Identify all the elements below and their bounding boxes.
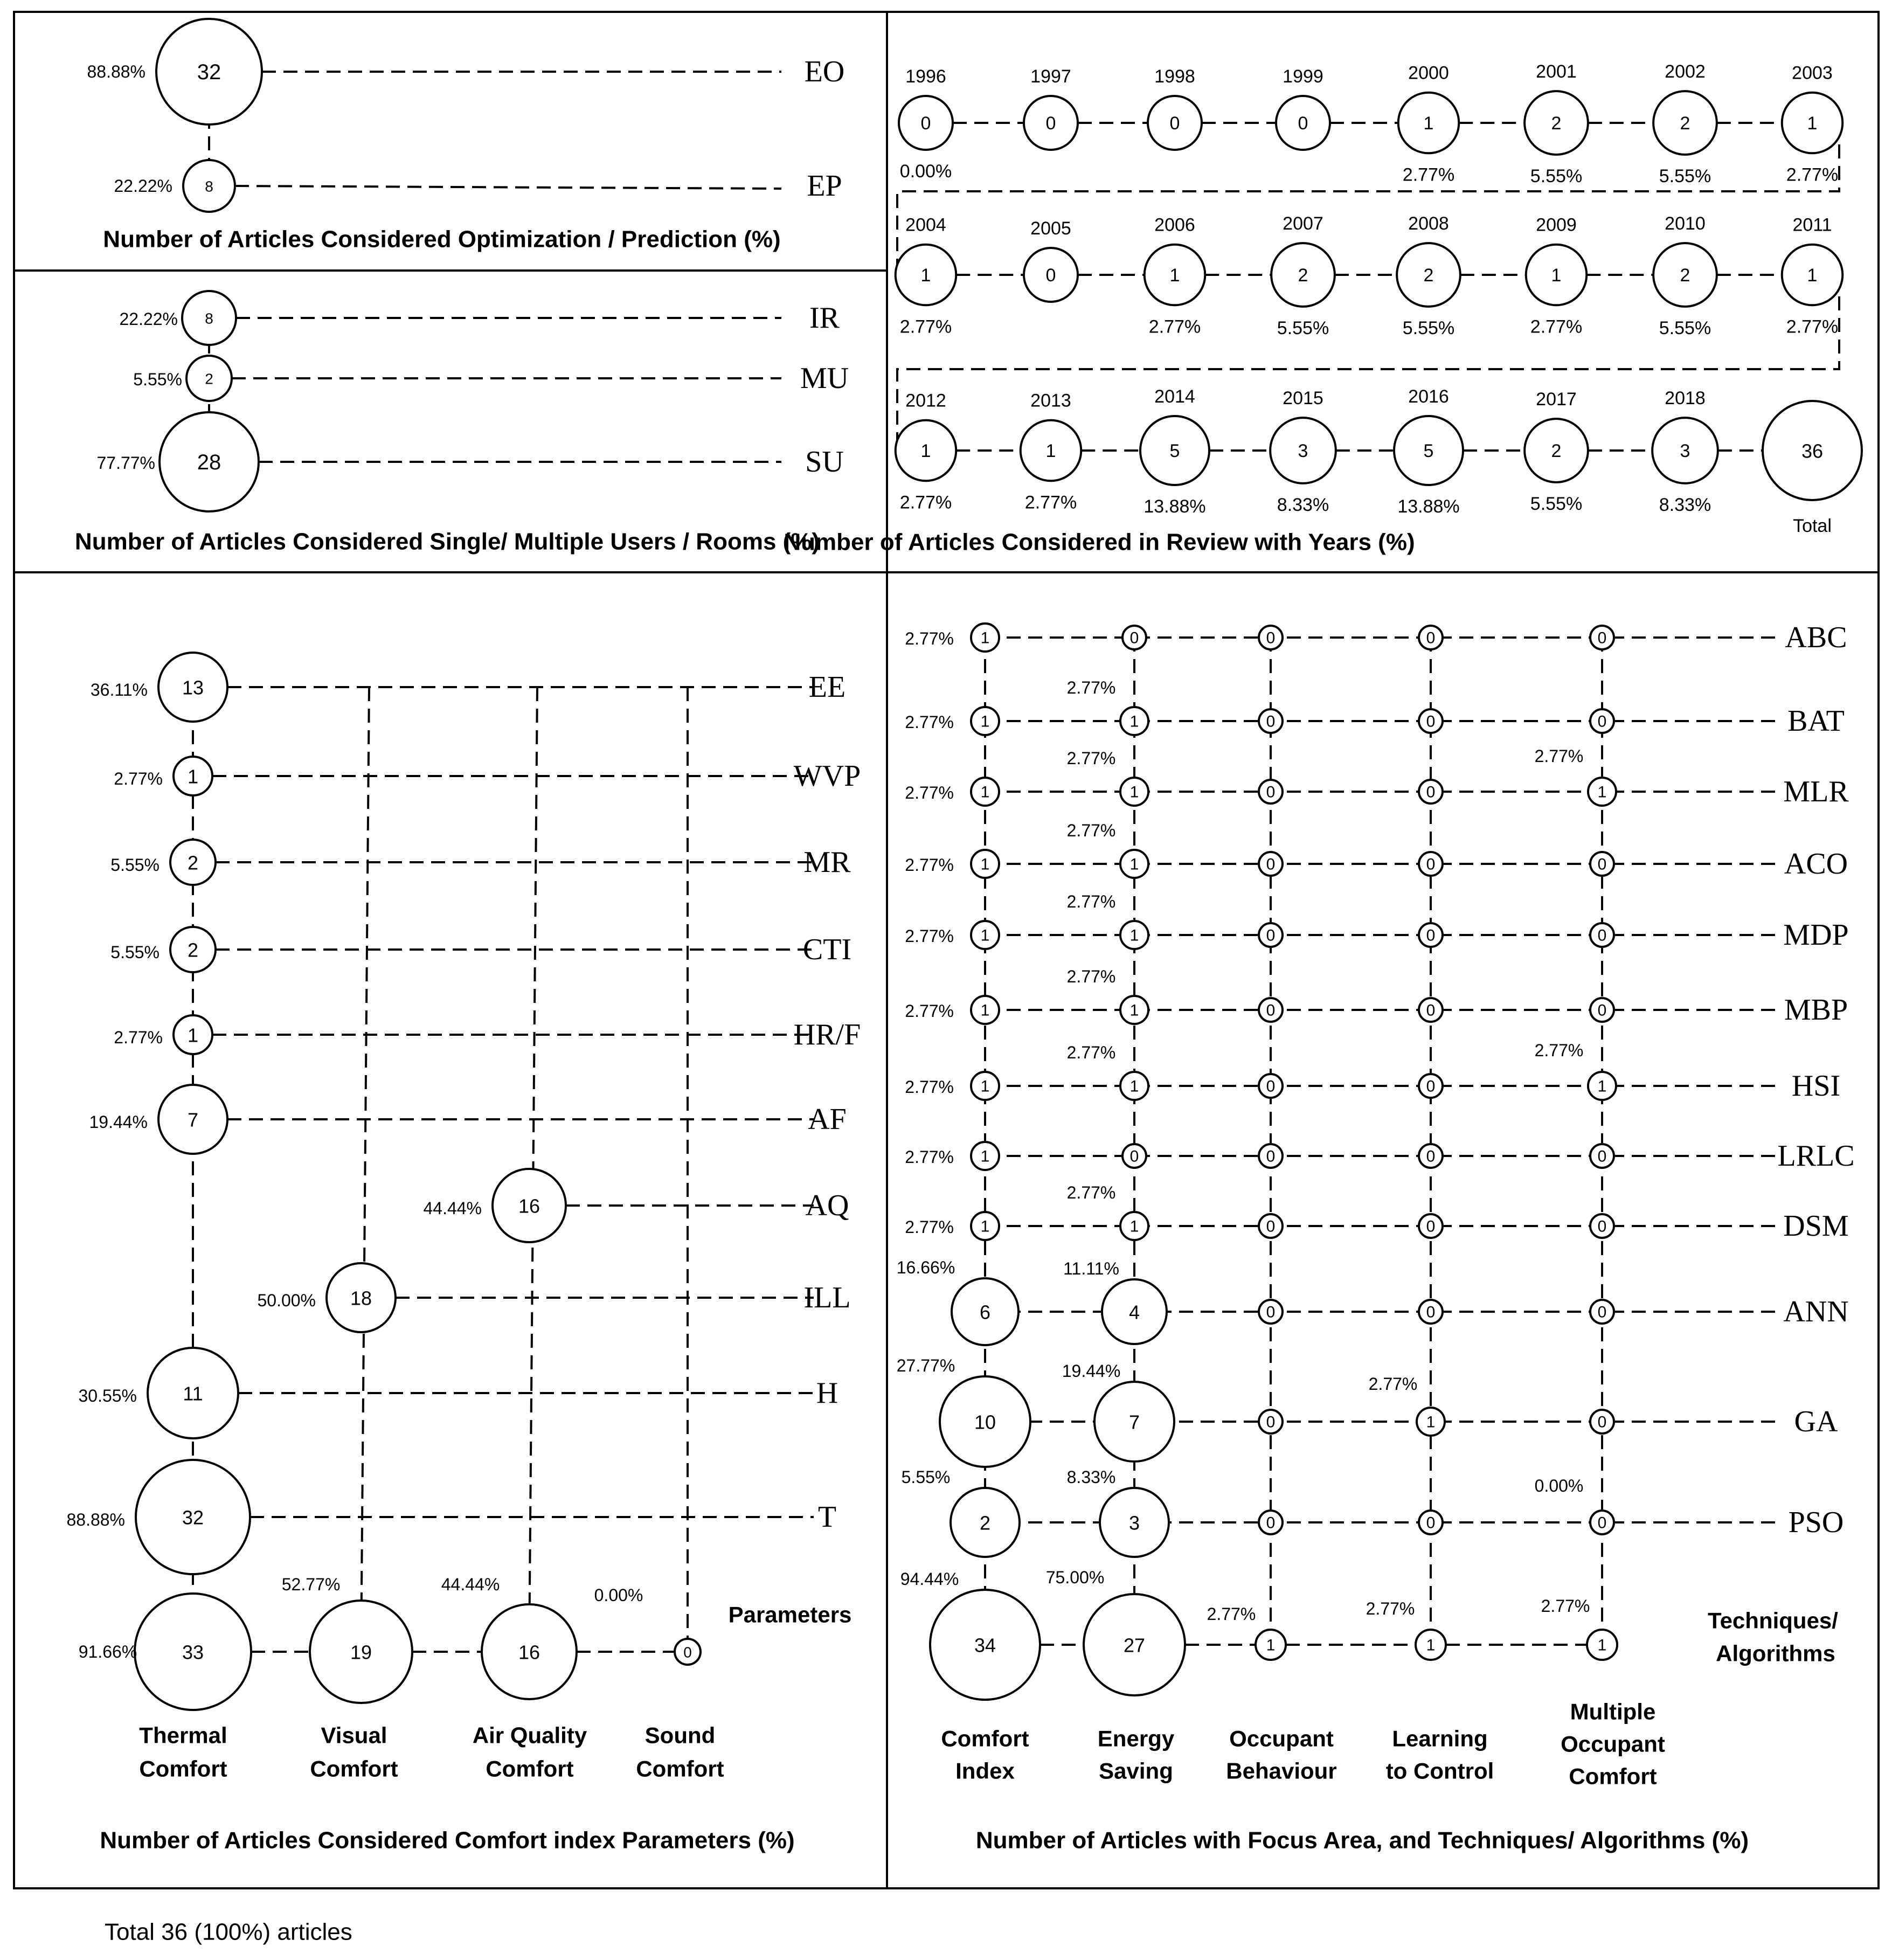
year-node-2003-count: 1 — [1807, 113, 1818, 134]
technique-node-lrlc-col1-count: 0 — [1129, 1147, 1139, 1166]
technique-pct-ci-lrlc: 2.77% — [905, 1147, 954, 1167]
comfort-node-visual-count: 19 — [350, 1641, 372, 1664]
param-code-mr: MR — [803, 846, 851, 879]
node-eo-count: 32 — [197, 60, 221, 84]
comfort-label2-sound: Comfort — [636, 1756, 724, 1782]
technique-node-abc-col1-count: 0 — [1129, 629, 1139, 647]
technique-node-ga-col4-count: 0 — [1597, 1413, 1607, 1431]
comfort-label2-thermal: Comfort — [139, 1756, 227, 1782]
panel-title-comfort: Number of Articles Considered Comfort index Parameters (%) — [100, 1827, 795, 1854]
technique-node-pso-col4-count: 0 — [1597, 1514, 1607, 1532]
year-label-2016: 2016 — [1408, 386, 1449, 407]
comfort-node-sound-count: 0 — [683, 1644, 692, 1661]
year-label-2004: 2004 — [905, 214, 946, 236]
year-label-2000: 2000 — [1408, 63, 1449, 84]
node-ir-count: 8 — [205, 310, 213, 327]
comfort-pct-sound: 0.00% — [594, 1585, 643, 1605]
technique-code-mlr: MLR — [1783, 775, 1849, 808]
technique-pct-ci-abc: 2.77% — [905, 629, 954, 648]
technique-code-pso: PSO — [1788, 1506, 1844, 1539]
technique-node-bat-col0-count: 1 — [980, 712, 990, 731]
technique-node-abc-col0-count: 1 — [980, 629, 990, 647]
technique-node-lrlc-col2-count: 0 — [1266, 1147, 1276, 1166]
panel-title-years: Number of Articles Considered in Review with Years (%) — [784, 529, 1415, 556]
technique-pct-es-aco: 2.77% — [1066, 821, 1116, 840]
param-node-t-count: 32 — [182, 1506, 204, 1529]
node-ep-count: 8 — [205, 178, 213, 195]
technique-code-dsm: DSM — [1783, 1209, 1849, 1243]
year-label-2017: 2017 — [1536, 389, 1577, 410]
technique-pct-es-mbp: 2.77% — [1066, 967, 1116, 986]
year-label-2008: 2008 — [1408, 213, 1449, 234]
technique-pct-ci-pso: 5.55% — [901, 1467, 951, 1487]
focus-pct-col4: 2.77% — [1541, 1596, 1590, 1616]
node-su-count: 28 — [197, 451, 221, 474]
technique-node-ga-col0-count: 10 — [974, 1411, 996, 1433]
param-node-aq-count: 16 — [518, 1195, 540, 1217]
year-pct-2006: 2.77% — [1148, 316, 1201, 337]
technique-node-mdp-col4-count: 0 — [1597, 926, 1607, 945]
year-label-2007: 2007 — [1283, 213, 1323, 234]
year-node-2012-count: 1 — [920, 441, 931, 461]
technique-pct-ci-bat: 2.77% — [905, 712, 954, 732]
focus-node-col2-count: 1 — [1266, 1636, 1276, 1654]
technique-pct-ci-hsi: 2.77% — [905, 1077, 954, 1097]
technique-node-ga-col3-count: 1 — [1426, 1413, 1436, 1431]
focus-node-col1-count: 27 — [1123, 1634, 1146, 1657]
focus-label-col2-0: Occupant — [1229, 1726, 1334, 1751]
year-node-2001-count: 2 — [1551, 113, 1562, 134]
year-node-2018-count: 3 — [1680, 441, 1690, 461]
technique-code-ga: GA — [1794, 1405, 1838, 1438]
comfort-node-thermal-count: 33 — [182, 1641, 204, 1664]
year-node-1998-count: 0 — [1169, 113, 1180, 134]
focus-label-col3-1: to Control — [1385, 1758, 1494, 1784]
pct-eo: 88.88% — [87, 62, 145, 81]
technique-node-hsi-col0-count: 1 — [980, 1077, 990, 1096]
focus-label-col0-0: Comfort — [941, 1726, 1029, 1751]
panel-title-optimization: Number of Articles Considered Optimization / Prediction (%) — [103, 226, 781, 253]
technique-node-mlr-col4-count: 1 — [1597, 783, 1607, 801]
comfort-node-air-quality-count: 16 — [518, 1641, 540, 1664]
year-node-2011-count: 1 — [1807, 265, 1818, 286]
technique-node-mlr-col0-count: 1 — [980, 783, 990, 801]
technique-node-bat-col4-count: 0 — [1597, 712, 1607, 731]
year-label-2013: 2013 — [1030, 390, 1071, 411]
technique-node-lrlc-col0-count: 1 — [980, 1147, 990, 1166]
year-node-2016-count: 5 — [1423, 441, 1434, 461]
year-node-2009-count: 1 — [1551, 265, 1562, 286]
year-total-label: Total — [1793, 516, 1832, 536]
technique-pct-ci-ga: 27.77% — [896, 1356, 955, 1375]
focus-label-col2-1: Behaviour — [1226, 1758, 1337, 1784]
technique-node-pso-col3-count: 0 — [1426, 1514, 1436, 1532]
technique-pct-ci-mlr: 2.77% — [905, 783, 954, 802]
technique-node-dsm-col3-count: 0 — [1426, 1217, 1436, 1236]
focus-label-col0-1: Index — [955, 1758, 1015, 1784]
technique-node-abc-col3-count: 0 — [1426, 629, 1436, 647]
year-pct-2009: 2.77% — [1530, 316, 1583, 337]
technique-node-ann-col0-count: 6 — [979, 1301, 991, 1324]
year-label-2001: 2001 — [1536, 61, 1577, 82]
panel-frame-techniques — [887, 572, 1879, 1888]
focus-label-col4-2: Comfort — [1569, 1763, 1657, 1789]
param-code-hr-f: HR/F — [793, 1018, 861, 1051]
param-node-ill-count: 18 — [350, 1287, 372, 1310]
technique-node-mdp-col0-count: 1 — [980, 926, 990, 945]
technique-node-hsi-col4-count: 1 — [1597, 1077, 1607, 1096]
year-label-2005: 2005 — [1030, 218, 1071, 239]
technique-node-mlr-col1-count: 1 — [1129, 783, 1139, 801]
technique-node-aco-col0-count: 1 — [980, 855, 990, 874]
param-pct-t: 88.88% — [66, 1510, 125, 1529]
year-label-1998: 1998 — [1154, 66, 1195, 87]
row-line-ep — [235, 186, 781, 189]
technique-code-ann: ANN — [1783, 1295, 1849, 1328]
year-node-2010-count: 2 — [1680, 265, 1690, 286]
technique-node-mbp-col3-count: 0 — [1426, 1001, 1436, 1020]
year-pct-2014: 13.88% — [1143, 496, 1206, 517]
focus-node-col4-count: 1 — [1597, 1636, 1607, 1654]
param-pct-wvp: 2.77% — [114, 769, 163, 788]
footer-total: Total 36 (100%) articles — [105, 1919, 352, 1945]
technique-pct-es-mlr: 2.77% — [1066, 749, 1116, 768]
param-node-mr-count: 2 — [187, 851, 199, 874]
year-label-2009: 2009 — [1536, 214, 1577, 236]
technique-pct-es-ga: 19.44% — [1062, 1361, 1121, 1381]
year-pct-2004: 2.77% — [899, 316, 952, 337]
year-pct-2015: 8.33% — [1277, 494, 1329, 515]
year-node-2017-count: 2 — [1551, 441, 1562, 461]
year-node-total-count: 36 — [1801, 440, 1824, 462]
technique-code-aco: ACO — [1784, 847, 1848, 881]
comfort-corner-label: Parameters — [728, 1602, 852, 1627]
technique-pct-es-ann: 11.11% — [1063, 1259, 1119, 1278]
param-node-cti-count: 2 — [187, 939, 199, 961]
technique-node-lrlc-col4-count: 0 — [1597, 1147, 1607, 1166]
technique-node-mlr-col2-count: 0 — [1266, 783, 1276, 801]
technique-code-mdp: MDP — [1783, 918, 1849, 952]
year-pct-2011: 2.77% — [1786, 316, 1839, 337]
technique-node-bat-col2-count: 0 — [1266, 712, 1276, 731]
technique-pct-ci-ann: 16.66% — [896, 1258, 955, 1277]
technique-pct-ci-dsm: 2.77% — [905, 1217, 954, 1237]
year-label-2010: 2010 — [1665, 213, 1706, 234]
technique-node-aco-col4-count: 0 — [1597, 855, 1607, 874]
technique-code-mbp: MBP — [1784, 993, 1848, 1027]
technique-node-mbp-col2-count: 0 — [1266, 1001, 1276, 1020]
focus-label-col1-0: Energy — [1097, 1726, 1175, 1751]
panel-title-users: Number of Articles Considered Single/ Multiple Users / Rooms (%) — [74, 528, 820, 555]
year-pct-2007: 5.55% — [1277, 317, 1329, 338]
comfort-pct-thermal: 91.66% — [78, 1642, 137, 1661]
technique-node-mdp-col3-count: 0 — [1426, 926, 1436, 945]
year-label-2003: 2003 — [1792, 63, 1833, 84]
year-node-2008-count: 2 — [1423, 265, 1434, 286]
year-node-2013-count: 1 — [1045, 441, 1056, 461]
technique-node-bat-col3-count: 0 — [1426, 712, 1436, 731]
technique-node-bat-col1-count: 1 — [1129, 712, 1139, 731]
technique-node-mbp-col1-count: 1 — [1129, 1001, 1139, 1020]
comfort-label2-visual: Comfort — [310, 1756, 398, 1782]
technique-corner-label: Techniques/ — [1708, 1608, 1838, 1633]
technique-node-mdp-col2-count: 0 — [1266, 926, 1276, 945]
code-ir: IR — [809, 301, 840, 335]
comfort-label-visual: Visual — [321, 1722, 387, 1748]
param-pct-hr-f: 2.77% — [114, 1028, 163, 1047]
year-pct-2016: 13.88% — [1397, 496, 1460, 517]
focus-pct-col3: 2.77% — [1366, 1599, 1415, 1618]
pct-ep: 22.22% — [114, 176, 172, 196]
param-code-ill: ILL — [803, 1281, 851, 1314]
param-pct-cti: 5.55% — [110, 943, 160, 962]
technique-pct-ci-mbp: 2.77% — [905, 1001, 954, 1021]
code-ep: EP — [807, 169, 842, 203]
pct-su: 77.77% — [96, 453, 155, 473]
param-node-af-count: 7 — [187, 1109, 199, 1131]
panel-title-techniques: Number of Articles with Focus Area, and Techniques/ Algorithms (%) — [975, 1827, 1749, 1854]
comfort-pct-visual: 52.77% — [281, 1575, 341, 1594]
year-pct-2008: 5.55% — [1402, 317, 1455, 338]
technique-node-ann-col1-count: 4 — [1128, 1301, 1140, 1324]
year-pct-2013: 2.77% — [1024, 492, 1077, 513]
pct-mu: 5.55% — [133, 370, 182, 389]
param-code-aq: AQ — [805, 1189, 849, 1222]
year-pct-1996: 0.00% — [899, 161, 952, 182]
year-pct-2001: 5.55% — [1530, 165, 1583, 186]
technique-node-aco-col1-count: 1 — [1129, 855, 1139, 874]
param-pct-ee: 36.11% — [90, 680, 148, 699]
technique-pct-mo-pso: 0.00% — [1534, 1476, 1584, 1495]
year-label-1996: 1996 — [905, 66, 946, 87]
comfort-label-sound: Sound — [644, 1722, 716, 1748]
year-node-2002-count: 2 — [1680, 113, 1690, 134]
param-code-cti: CTI — [802, 933, 852, 966]
param-node-wvp-count: 1 — [187, 765, 199, 788]
year-pct-2010: 5.55% — [1659, 317, 1711, 338]
year-node-2014-count: 5 — [1169, 441, 1180, 461]
technique-pct-es-bat: 2.77% — [1066, 678, 1116, 697]
technique-node-mdp-col1-count: 1 — [1129, 926, 1139, 945]
comfort-label-air-quality: Air Quality — [472, 1722, 587, 1748]
year-node-2004-count: 1 — [920, 265, 931, 286]
param-pct-mr: 5.55% — [110, 855, 160, 875]
year-label-2011: 2011 — [1792, 214, 1832, 236]
year-node-2015-count: 3 — [1298, 441, 1308, 461]
technique-node-ann-col3-count: 0 — [1426, 1303, 1436, 1321]
focus-pct-col1: 75.00% — [1045, 1568, 1105, 1587]
year-label-2012: 2012 — [905, 390, 946, 411]
technique-node-dsm-col0-count: 1 — [980, 1217, 990, 1236]
technique-pct-mo-hsi: 2.77% — [1534, 1041, 1584, 1060]
focus-label-col1-1: Saving — [1099, 1758, 1173, 1784]
focus-label-col3-0: Learning — [1392, 1726, 1488, 1751]
param-node-hr-f-count: 1 — [187, 1024, 199, 1047]
technique-node-pso-col2-count: 0 — [1266, 1514, 1276, 1532]
technique-pct-es-dsm: 2.77% — [1066, 1183, 1116, 1202]
year-label-2006: 2006 — [1154, 214, 1195, 236]
comfort-label-thermal: Thermal — [139, 1722, 227, 1748]
technique-node-hsi-col1-count: 1 — [1129, 1077, 1139, 1096]
year-node-2005-count: 0 — [1045, 265, 1056, 286]
technique-pct-ci-mdp: 2.77% — [905, 926, 954, 946]
technique-code-lrlc: LRLC — [1777, 1139, 1855, 1173]
year-pct-2002: 5.55% — [1659, 165, 1711, 186]
technique-node-dsm-col2-count: 0 — [1266, 1217, 1276, 1236]
comfort-pct-air-quality: 44.44% — [441, 1575, 500, 1594]
technique-node-ann-col4-count: 0 — [1597, 1303, 1607, 1321]
technique-code-bat: BAT — [1787, 704, 1845, 738]
param-code-ee: EE — [808, 670, 846, 704]
focus-pct-col2: 2.77% — [1207, 1604, 1256, 1624]
year-label-2015: 2015 — [1283, 388, 1323, 409]
param-node-ee-count: 13 — [182, 676, 204, 699]
technique-code-hsi: HSI — [1791, 1069, 1841, 1103]
technique-node-aco-col3-count: 0 — [1426, 855, 1436, 874]
technique-node-pso-col0-count: 2 — [979, 1512, 991, 1534]
technique-pct-es-mdp: 2.77% — [1066, 892, 1116, 911]
year-label-2018: 2018 — [1665, 388, 1706, 409]
param-pct-h: 30.55% — [78, 1386, 137, 1405]
technique-node-mbp-col4-count: 0 — [1597, 1001, 1607, 1020]
technique-node-ga-col1-count: 7 — [1128, 1411, 1140, 1433]
technique-pct-es-pso: 8.33% — [1066, 1467, 1116, 1487]
param-code-t: T — [817, 1500, 837, 1534]
year-node-1997-count: 0 — [1045, 113, 1056, 134]
technique-node-abc-col2-count: 0 — [1266, 629, 1276, 647]
year-label-2002: 2002 — [1665, 61, 1706, 82]
param-code-af: AF — [808, 1103, 847, 1136]
technique-pct-ci-aco: 2.77% — [905, 855, 954, 875]
focus-label-col4-0: Multiple — [1570, 1699, 1656, 1724]
technique-corner-label2: Algorithms — [1716, 1640, 1835, 1666]
technique-node-aco-col2-count: 0 — [1266, 855, 1276, 874]
technique-node-ann-col2-count: 0 — [1266, 1303, 1276, 1321]
node-mu-count: 2 — [205, 370, 213, 387]
technique-node-hsi-col2-count: 0 — [1266, 1077, 1276, 1096]
technique-node-dsm-col4-count: 0 — [1597, 1217, 1607, 1236]
focus-node-col3-count: 1 — [1426, 1636, 1436, 1654]
year-node-1999-count: 0 — [1298, 113, 1308, 134]
technique-node-mlr-col3-count: 0 — [1426, 783, 1436, 801]
focus-label-col4-1: Occupant — [1561, 1731, 1665, 1757]
param-pct-ill: 50.00% — [257, 1291, 316, 1310]
code-eo: EO — [804, 55, 845, 88]
year-pct-2018: 8.33% — [1659, 494, 1711, 515]
column-line-visual — [361, 687, 369, 1652]
year-pct-2003: 2.77% — [1786, 164, 1839, 185]
param-code-h: H — [816, 1376, 838, 1410]
technique-node-mbp-col0-count: 1 — [980, 1001, 990, 1020]
code-mu: MU — [800, 362, 849, 395]
year-node-2000-count: 1 — [1423, 113, 1434, 134]
year-pct-2017: 5.55% — [1530, 493, 1583, 514]
year-pct-2000: 2.77% — [1402, 164, 1455, 185]
year-label-1999: 1999 — [1283, 66, 1323, 87]
year-label-1997: 1997 — [1030, 66, 1071, 87]
focus-node-col0-count: 34 — [974, 1634, 996, 1657]
code-su: SU — [805, 445, 844, 479]
param-code-wvp: WVP — [793, 759, 861, 793]
technique-node-pso-col1-count: 3 — [1128, 1512, 1140, 1534]
technique-node-hsi-col3-count: 0 — [1426, 1077, 1436, 1096]
year-node-2006-count: 1 — [1169, 265, 1180, 286]
technique-node-abc-col4-count: 0 — [1597, 629, 1607, 647]
year-pct-2012: 2.77% — [899, 492, 952, 513]
param-node-h-count: 11 — [183, 1382, 203, 1405]
param-pct-aq: 44.44% — [423, 1199, 482, 1218]
technique-code-abc: ABC — [1785, 621, 1847, 654]
focus-pct-col0: 94.44% — [900, 1569, 959, 1589]
technique-pct-lc-ga: 2.77% — [1368, 1374, 1418, 1394]
comfort-label2-air-quality: Comfort — [486, 1756, 574, 1782]
technique-node-ga-col2-count: 0 — [1266, 1413, 1276, 1431]
year-node-1996-count: 0 — [920, 113, 931, 134]
technique-pct-mo-mlr: 2.77% — [1534, 746, 1584, 766]
year-label-2014: 2014 — [1154, 386, 1195, 407]
year-node-2007-count: 2 — [1298, 265, 1308, 286]
technique-pct-es-hsi: 2.77% — [1066, 1043, 1116, 1062]
technique-node-dsm-col1-count: 1 — [1129, 1217, 1139, 1236]
technique-node-lrlc-col3-count: 0 — [1426, 1147, 1436, 1166]
pct-ir: 22.22% — [119, 309, 178, 329]
param-pct-af: 19.44% — [89, 1112, 148, 1132]
